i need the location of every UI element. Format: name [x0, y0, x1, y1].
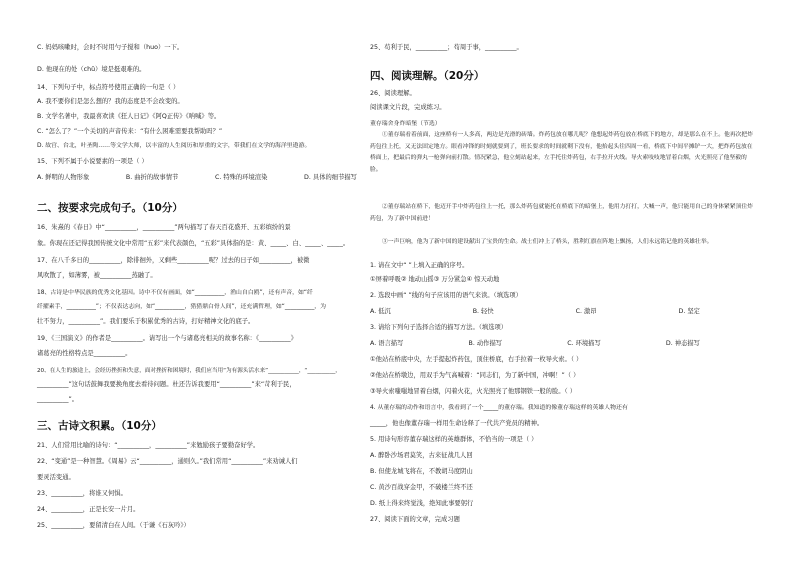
q16-line2: 象。你现在还记得我国传统文化中常用“五彩”来代表颜色，“五彩”具体指的是：黄、_____、白、_____、_____。	[37, 240, 350, 247]
q2-options	[370, 308, 700, 316]
q25-right: 25、苟利于民，__________；苟周于事，__________。	[370, 44, 523, 51]
q3-option-b: B. 动作描写	[468, 340, 503, 347]
q2-option-d: D. 坚定	[678, 308, 700, 315]
q1-stem: 1. 请在文中“ ”上填入正确的序号。	[370, 262, 469, 269]
q23: 23、__________，将谁又何惧。	[37, 490, 127, 497]
q2-option-b: B. 轻快	[472, 308, 494, 315]
q15-option-b: B. 曲折的故事情节	[125, 174, 179, 181]
q16-line1: 16、朱熹的《春日》中“__________，__________”两句描写了春天百花盛开、五彩缤纷的景	[37, 224, 291, 231]
q3-options	[370, 340, 700, 348]
q4-line1: 4. 从董存瑞的动作和语言中，我看到了一个_____的董存瑞。我知道的像董存瑞这样的英雄人物还有	[370, 405, 628, 411]
q2-stem: 2. 选段中画“ ”线的句子应该用的语气来读。（填选项）	[370, 292, 522, 299]
q3-stem: 3. 请给下列句子选择合适的描写方法。（填选项）	[370, 324, 508, 331]
q15-stem: 15、下列不属于小说要素的一项是（ ）	[37, 158, 148, 165]
q15-option-d: D. 具体的细节描写	[304, 174, 357, 181]
q14-option-a: A. 我不要你们是怎么想的？我的态度是不会改变的。	[37, 98, 184, 105]
passage-paragraph-2: ②董存瑞站在桥下，他迈开手中炸药包往上一托，那么炸药包就能托在桥底下的暗堡上，他用力打打，大喊一声，他只能用自己的身体紧紧顶住炸药包，为了新中国前进！	[370, 204, 754, 222]
q15-option-c: C. 特殊的环境渲染	[214, 174, 268, 181]
q17-line2: 风吹散了，如薄雾，被__________蒸融了。	[37, 272, 157, 279]
q15-option-a: A. 鲜明的人物形象	[37, 174, 90, 181]
passage-paragraph-1: ①董存瑞看着前面，这座桥有一人多高，两边是光滑的砖墙。炸药包放在哪儿呢？他想起炸药包放在桥底下的地方，却是那么在不上。他再次把炸药包往上托，又无法固定地方。眼看冲锋的时刻就要到了，班长要求的时间就剩下没有，他抬起头往四周一看，桥底下中间平摊铲一大，把炸药包放在桥面上，把最后的弹丸一枪弹向前打散。情况紧急，他立刻站起来，左手托住炸药包，右手拉开火线。导火索吱吱地冒着白烟，火光照亮了他坚毅的脸。	[370, 132, 754, 173]
q24: 24、__________，正是长安一片月。	[37, 506, 140, 513]
q5-option-d: D. 纸上得来终觉浅，绝知此事要躬行	[370, 500, 474, 507]
q1-options: ①屏着呼吸② 地动山摇③ 万分紧急④ 惊天动地	[370, 276, 500, 283]
q2-option-a: A. 低沉	[370, 308, 391, 315]
q3-sentence-3: ③导火索嗤嗤地冒着白烟，闪着火花，火光照亮了他那钢铁一般的脸。（ ）	[370, 388, 576, 395]
q5-option-b: B. 但使龙城飞将在，不教胡马度阴山	[370, 468, 473, 475]
q22-line1: 22、“变通”是一种智慧。《周易》云“__________，通则久。”我们常用“__________”来劝诫人们	[37, 458, 298, 465]
q20-line3: __________”。	[37, 396, 79, 403]
q26-instruction: 阅读课文片段，完成练习。	[370, 104, 446, 111]
q27-heading: 27、阅读下面的文章，完成习题	[370, 516, 460, 523]
q17-line1: 17、在八千多日的__________，除徘徊外，又剩些__________呢？过去的日子如__________，被微	[37, 257, 310, 264]
passage-title: 董存瑞舍身炸暗堡（节选）	[370, 121, 441, 127]
q5-stem: 5. 用诗句形容董存瑞这样的英雄群体，不恰当的一项是（ ）	[370, 436, 538, 443]
q5-option-c: C. 黄沙百战穿金甲，不破楼兰终不还	[370, 484, 473, 491]
section4-title: 四、阅读理解。（20分）	[370, 70, 485, 82]
q3-option-c: C. 环境描写	[567, 340, 601, 347]
q14-stem: 14、下列句子中，标点符号使用正确的一句是（ ）	[37, 84, 180, 91]
q22-line2: 要灵活变通。	[37, 474, 75, 481]
q13-option-c: C. 妈妈咳嗽时，会时不时用勺子搅和（huo）一下。	[37, 44, 184, 51]
q15-options	[37, 174, 357, 182]
passage-paragraph-3: ③一声巨响，他为了新中国的建设献出了宝贵的生命。战士们冲上了桥头，胜利红旗在阵地上飘扬，人们永远铭记他的英雄壮举。	[382, 239, 713, 245]
q19-line1: 19、《三国演义》的作者是__________。请写出一个与诸葛亮相关的故事名称：《__________》	[37, 335, 297, 342]
q20-line1: 20、在人生的旅途上，会经历挫折和失意，面对挫折和困境时，我们应当用“为有源头活水来”___________，“__________，	[37, 368, 341, 374]
q25-left: 25、__________，要留清白在人间。（于谦《石灰吟》）	[37, 522, 190, 529]
q18-line1: 18、古诗是中华民族的优秀文化基因。诗中不仅有画面，如“__________，渔山自白鸥”，还有声音，如“纤	[37, 290, 313, 296]
q3-option-a: A. 语言描写	[370, 340, 404, 347]
q3-sentence-1: ①他站在桥底中央，左手提起炸药包，顶住桥底，右手拉着一枚导火索。（ ）	[370, 356, 583, 363]
q3-sentence-2: ②他站在桥墩边，用双手为气高喊着：“同志们，为了新中国，冲啊！”（ ）	[370, 372, 580, 379]
q14-option-b: B. 文学名著中，我最喜欢读《狂人日记》《阿Q正传》《呐喊》等。	[37, 113, 221, 120]
q18-line3: 壮不努力，__________”。我们要乐于积累优秀的古诗，打好精神文化的底子。	[37, 318, 255, 325]
q21: 21、人们常用比喻的诗句：“__________，__________”来勉励孩子要勤奋好学。	[37, 442, 260, 449]
q13-option-d: D. 他现在的处（chǔ）境是挺艰难的。	[37, 66, 146, 73]
section3-title: 三、古诗文积累。（10分）	[37, 420, 162, 432]
q3-option-d: D. 神态描写	[665, 340, 700, 347]
q5-option-a: A. 醉卧沙场君莫笑，古来征战几人回	[370, 452, 473, 459]
q4-line2: _____，他也像董存瑞一样用生命诠释了一代共产党员的精神。	[370, 420, 544, 427]
q20-line2: __________”这句话鼓舞我要换角度去看待问题。杜还告诉我要用“__________”来“苛利于民，	[37, 381, 296, 388]
q14-option-d: D. 故宫、台北，叶圣陶……等文学大师，以丰富的人生阅历和厚重的文字，带我们在文学的海洋里遨游。	[37, 143, 311, 149]
section2-title: 二、按要求完成句子。（10分）	[37, 202, 183, 214]
q19-line2: 诸葛亮的性格特点是__________。	[37, 350, 132, 357]
q18-line2: 纤擢素手，__________”；不仅表达志向，如“__________，猎猎鼎白骨人间”，还充满哲理，如“__________，为	[37, 304, 327, 310]
q26-heading: 26、阅读理解。	[370, 90, 416, 97]
q14-option-c: C. “怎么了？”一个关切的声音传来：“有什么困难需要我帮助吗？”	[37, 128, 223, 135]
q2-option-c: C. 激昂	[575, 308, 597, 315]
